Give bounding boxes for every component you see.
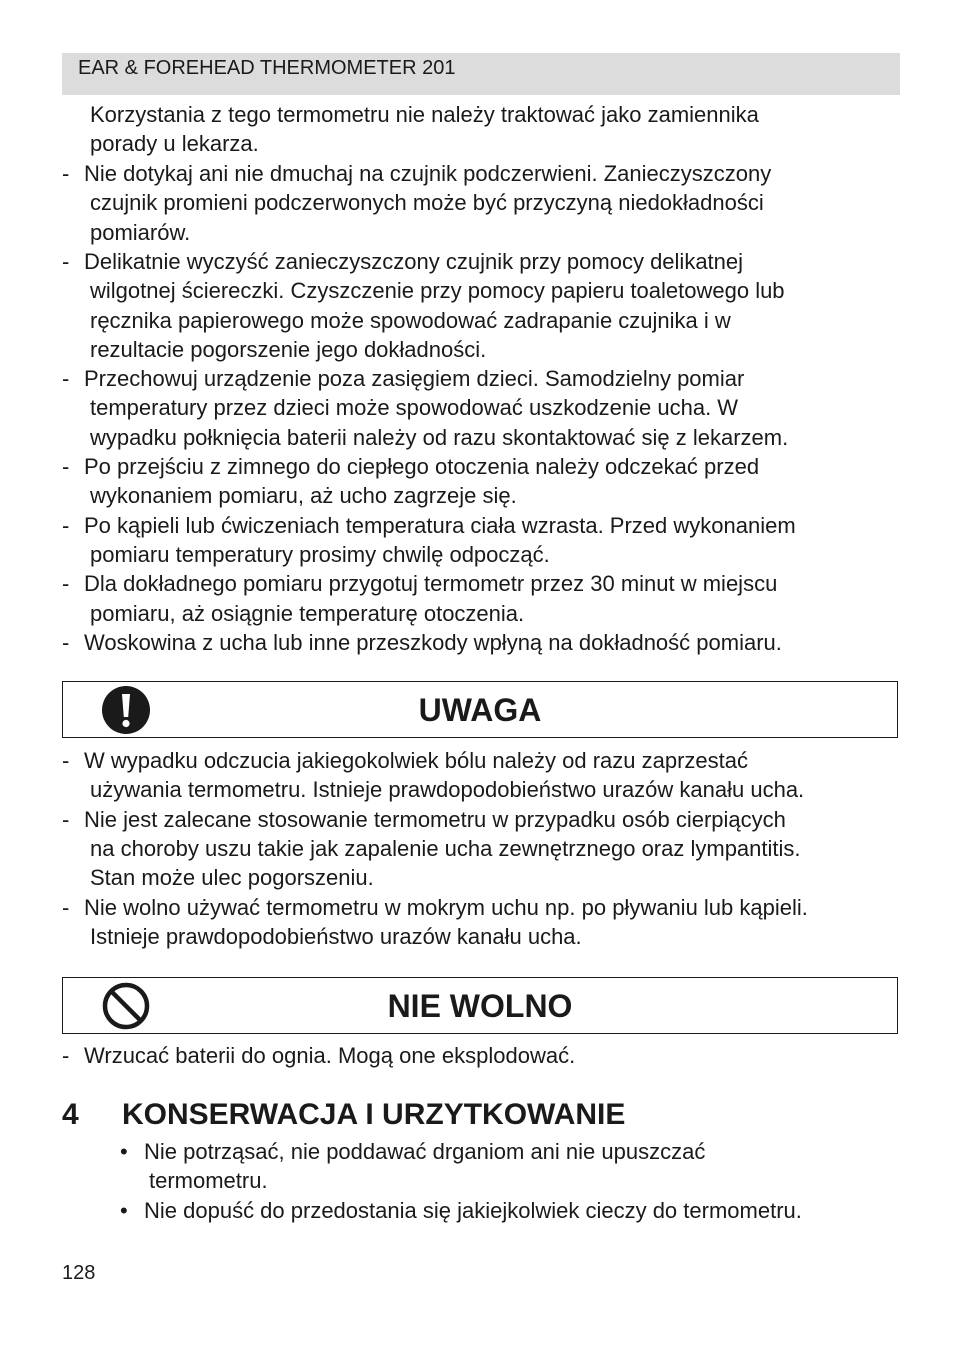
caution-item-bullet: -: [62, 894, 70, 920]
warning-item-bullet: -: [62, 366, 70, 392]
warning-item-text: Dla dokładnego pomiaru przygotuj termometr przez 30 minut w miejscu: [84, 571, 778, 597]
warning-item-text: Po kąpieli lub ćwiczeniach temperatura ciała wzrasta. Przed wykonaniem: [84, 512, 796, 538]
warning-item-text: pomiarów.: [90, 219, 191, 245]
warning-item-text: Delikatnie wyczyść zanieczyszczony czujnik przy pomocy delikatnej: [84, 248, 744, 274]
caution-item-text: Stan może ulec pogorszeniu.: [90, 865, 374, 891]
caution-banner: [62, 681, 898, 738]
prohibited-item-text: Wrzucać baterii do ognia. Mogą one eksplodować.: [84, 1043, 576, 1068]
maintenance-item-text: termometru.: [149, 1168, 268, 1194]
running-header: [62, 53, 900, 95]
warning-item-bullet: -: [62, 512, 70, 538]
warning-item-text: ręcznika papierowego może spowodować zadrapanie czujnika i w: [90, 307, 731, 333]
caution-item-text: Istnieje prawdopodobieństwo urazów kanału ucha.: [90, 923, 582, 949]
maintenance-item-bullet: •: [120, 1139, 128, 1164]
caution-item-text: Nie jest zalecane stosowanie termometru w przypadku osób cierpiących: [84, 806, 786, 832]
warning-item-text: pomiaru, aż osiągnie temperaturę otoczenia.: [90, 600, 525, 626]
caution-title: UWAGA: [418, 692, 542, 728]
warning-item-text: temperatury przez dzieci może spowodować uszkodzenie ucha. W: [90, 395, 739, 421]
header-title: EAR & FOREHEAD THERMOMETER 201: [78, 57, 456, 79]
warning-item-text: Po przejściu z zimnego do ciepłego otoczenia należy odczekać przed: [84, 454, 760, 479]
warning-item-bullet: -: [62, 248, 70, 274]
warning-item-text: pomiaru temperatury prosimy chwilę odpocząć.: [90, 541, 550, 567]
warning-item-text: czujnik promieni podczerwonych może być przyczyną niedokładności: [90, 190, 764, 216]
warning-item-bullet: -: [62, 161, 70, 186]
caution-item-bullet: -: [62, 806, 70, 832]
caution-item-bullet: -: [62, 748, 70, 773]
section-title: KONSERWACJA I URZYTKOWANIE: [122, 1098, 626, 1131]
caution-item-text: na choroby uszu takie jak zapalenie ucha zewnętrznego oraz lympantitis.: [90, 835, 801, 861]
maintenance-item-bullet: •: [120, 1197, 128, 1223]
intro-text: porady u lekarza.: [90, 131, 259, 157]
warning-item-text: rezultacie pogorszenie jego dokładności.: [90, 336, 487, 362]
warning-item-bullet: -: [62, 629, 70, 655]
section-number: 4: [62, 1098, 79, 1131]
page-number: 128: [62, 1262, 96, 1284]
caution-item-text: używania termometru. Istnieje prawdopodobieństwo urazów kanału ucha.: [90, 777, 805, 803]
warning-item-text: wykonaniem pomiaru, aż ucho zagrzeje się.: [90, 483, 517, 509]
prohibited-title: NIE WOLNO: [387, 988, 573, 1024]
maintenance-item-text: Nie dopuść do przedostania się jakiejkolwiek cieczy do termometru.: [144, 1197, 802, 1223]
warning-item-text: wilgotnej ściereczki. Czyszczenie przy pomocy papieru toaletowego lub: [90, 278, 785, 304]
warning-item-text: Woskowina z ucha lub inne przeszkody wpłyną na dokładność pomiaru.: [84, 629, 782, 655]
prohibited-item-bullet: -: [62, 1043, 70, 1068]
warning-item-bullet: -: [62, 454, 70, 479]
prohibited-banner: [62, 977, 898, 1034]
warning-item-text: Nie dotykaj ani nie dmuchaj na czujnik podczerwieni. Zanieczyszczony: [84, 161, 772, 186]
intro-text: Korzystania z tego termometru nie należy traktować jako zamiennika: [90, 102, 759, 127]
warning-item-text: wypadku połknięcia baterii należy od razu skontaktować się z lekarzem.: [90, 424, 789, 450]
caution-item-text: Nie wolno używać termometru w mokrym uchu np. po pływaniu lub kąpieli.: [84, 894, 808, 920]
warning-item-bullet: -: [62, 571, 70, 597]
warning-item-text: Przechowuj urządzenie poza zasięgiem dzieci. Samodzielny pomiar: [84, 366, 745, 392]
maintenance-item-text: Nie potrząsać, nie poddawać drganiom ani nie upuszczać: [144, 1139, 706, 1164]
caution-item-text: W wypadku odczucia jakiegokolwiek bólu należy od razu zaprzestać: [84, 748, 749, 773]
